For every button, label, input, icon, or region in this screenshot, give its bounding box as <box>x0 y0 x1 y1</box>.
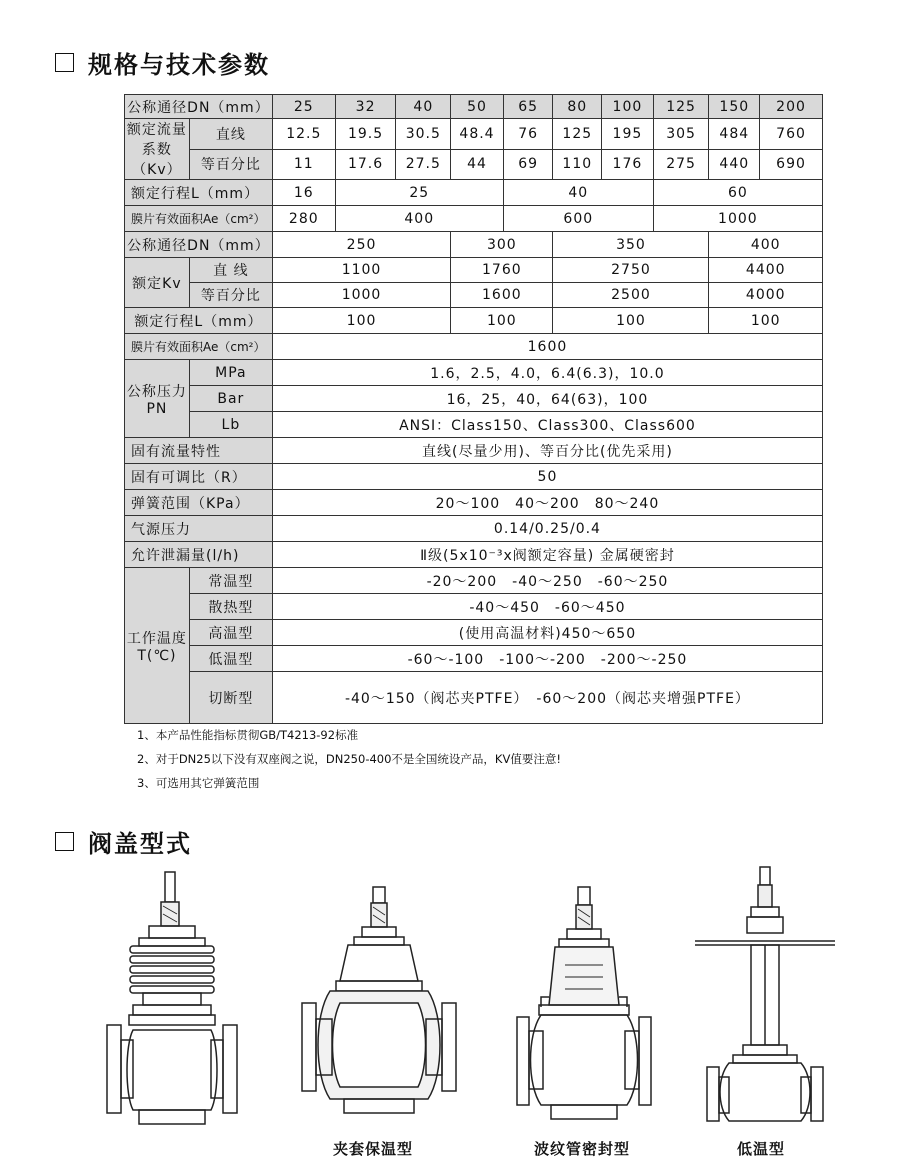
row-label: 散热型 <box>189 594 272 620</box>
row-label: 高温型 <box>189 620 272 646</box>
section-title-bonnet-text: 阀盖型式 <box>88 830 192 858</box>
table-cell: 直线(尽量少用)、等百分比(优先采用) <box>272 438 822 464</box>
table-row <box>125 232 823 258</box>
table-row <box>125 95 823 119</box>
section-title-bonnet <box>55 824 192 859</box>
table-cell: (使用高温材料)450～650 <box>272 620 822 646</box>
section-title-specs <box>55 45 270 80</box>
table-row <box>125 149 823 180</box>
row-label: 低温型 <box>189 646 272 672</box>
table-cell: 305 <box>653 119 709 150</box>
table-row <box>125 594 823 620</box>
row-label: 常温型 <box>189 568 272 594</box>
row-label: 公称通径DN（mm） <box>125 232 273 258</box>
table-cell: 1600 <box>451 283 553 308</box>
table-cell: -60～-100 -100～-200 -200～-250 <box>272 646 822 672</box>
row-label: 固有流量特性 <box>125 438 273 464</box>
table-cell: 600 <box>503 206 653 232</box>
table-cell: 80 <box>553 95 602 119</box>
row-label: 直 线 <box>189 258 272 283</box>
row-label: MPa <box>189 360 272 386</box>
table-cell: 76 <box>503 119 553 150</box>
temp-group-label: 工作温度T(℃) <box>125 568 190 724</box>
table-cell: 280 <box>272 206 335 232</box>
table-cell: 27.5 <box>396 149 451 180</box>
table-row <box>125 672 823 724</box>
jacketed-valve-drawing <box>300 885 460 1135</box>
row-label: 公称通径DN（mm） <box>125 95 273 119</box>
row-label: 气源压力 <box>125 516 273 542</box>
table-cell: 100 <box>451 308 553 334</box>
table-cell: 125 <box>553 119 602 150</box>
table-cell: 690 <box>760 149 823 180</box>
table-row <box>125 516 823 542</box>
table-cell: 760 <box>760 119 823 150</box>
square-bullet-icon <box>55 832 74 851</box>
table-cell: 0.14/0.25/0.4 <box>272 516 822 542</box>
row-label: Bar <box>189 386 272 412</box>
table-cell: 350 <box>553 232 709 258</box>
table-cell: 25 <box>272 95 335 119</box>
table-row <box>125 206 823 232</box>
table-cell: -40～150（阀芯夹PTFE） -60～200（阀芯夹增强PTFE） <box>272 672 822 724</box>
row-label: Lb <box>189 412 272 438</box>
low-temp-valve-drawing <box>693 865 838 1135</box>
table-cell: 1100 <box>272 258 450 283</box>
row-label: 额定行程L（mm） <box>125 180 273 206</box>
notes <box>137 723 561 795</box>
table-cell: 1760 <box>451 258 553 283</box>
table-cell: -20～200 -40～250 -60～250 <box>272 568 822 594</box>
note-item: 3、可选用其它弹簧范围 <box>137 776 260 790</box>
table-cell: 125 <box>653 95 709 119</box>
table-cell: ANSI：Class150、Class300、Class600 <box>272 412 822 438</box>
table-cell: 100 <box>602 95 654 119</box>
table-cell: 65 <box>503 95 553 119</box>
row-label: 等百分比 <box>189 149 272 180</box>
table-cell: 16 <box>272 180 335 206</box>
table-cell: 50 <box>451 95 504 119</box>
row-label: 弹簧范围（KPa） <box>125 490 273 516</box>
row-label: 膜片有效面积Ae（cm²） <box>125 206 273 232</box>
row-label: 允许泄漏量(l/h) <box>125 542 273 568</box>
kv2-group-label: 额定Kv <box>125 258 190 308</box>
table-row <box>125 490 823 516</box>
table-cell: 176 <box>602 149 654 180</box>
note-item: 2、对于DN25以下没有双座阀之说，DN250-400不是全国统设产品，KV值要注意! <box>137 752 561 766</box>
table-row <box>125 360 823 386</box>
table-cell: 16，25，40，64(63)，100 <box>272 386 822 412</box>
table-cell: 4400 <box>709 258 823 283</box>
table-row <box>125 258 823 283</box>
table-cell: -40～450 -60～450 <box>272 594 822 620</box>
table-cell: 200 <box>760 95 823 119</box>
table-cell: 2750 <box>553 258 709 283</box>
table-row <box>125 386 823 412</box>
table-cell: Ⅱ级(5x10⁻³x阀额定容量) 金属硬密封 <box>272 542 822 568</box>
caption-low-temp: 低温型 <box>737 1140 786 1158</box>
table-row <box>125 334 823 360</box>
row-label: 切断型 <box>189 672 272 724</box>
pn-group-label: 公称压力PN <box>125 360 190 438</box>
table-cell: 2500 <box>553 283 709 308</box>
table-cell: 100 <box>709 308 823 334</box>
table-cell: 40 <box>503 180 653 206</box>
table-cell: 17.6 <box>335 149 396 180</box>
finned-valve-drawing <box>105 870 240 1135</box>
kv-group-label: 额定流量系数（Kv） <box>125 119 190 180</box>
table-row <box>125 568 823 594</box>
table-cell: 250 <box>272 232 450 258</box>
table-row <box>125 646 823 672</box>
table-cell: 44 <box>451 149 504 180</box>
table-cell: 4000 <box>709 283 823 308</box>
table-row <box>125 464 823 490</box>
table-cell: 1600 <box>272 334 822 360</box>
row-label: 额定行程L（mm） <box>125 308 273 334</box>
table-cell: 1000 <box>653 206 822 232</box>
table-row <box>125 283 823 308</box>
row-label: 直线 <box>189 119 272 150</box>
specs-table <box>124 94 823 724</box>
table-cell: 60 <box>653 180 822 206</box>
table-cell: 69 <box>503 149 553 180</box>
table-cell: 275 <box>653 149 709 180</box>
table-cell: 19.5 <box>335 119 396 150</box>
table-cell: 100 <box>272 308 450 334</box>
table-cell: 12.5 <box>272 119 335 150</box>
table-row <box>125 438 823 464</box>
table-row <box>125 308 823 334</box>
table-cell: 440 <box>709 149 760 180</box>
caption-jacketed: 夹套保温型 <box>333 1140 414 1158</box>
table-cell: 11 <box>272 149 335 180</box>
row-label: 等百分比 <box>189 283 272 308</box>
note-item: 1、本产品性能指标贯彻GB/T4213-92标准 <box>137 728 359 742</box>
row-label: 膜片有效面积Ae（cm²） <box>125 334 273 360</box>
bellows-seal-valve-drawing <box>515 885 655 1135</box>
table-cell: 400 <box>335 206 503 232</box>
table-cell: 32 <box>335 95 396 119</box>
table-cell: 1.6，2.5，4.0，6.4(6.3)，10.0 <box>272 360 822 386</box>
table-cell: 300 <box>451 232 553 258</box>
table-cell: 110 <box>553 149 602 180</box>
table-row <box>125 620 823 646</box>
caption-bellows-seal: 波纹管密封型 <box>534 1140 631 1158</box>
table-cell: 40 <box>396 95 451 119</box>
table-cell: 100 <box>553 308 709 334</box>
table-row <box>125 119 823 150</box>
section-title-specs-text: 规格与技术参数 <box>88 51 270 79</box>
table-cell: 48.4 <box>451 119 504 150</box>
table-row <box>125 180 823 206</box>
table-cell: 30.5 <box>396 119 451 150</box>
table-cell: 50 <box>272 464 822 490</box>
table-row <box>125 542 823 568</box>
table-cell: 400 <box>709 232 823 258</box>
row-label: 固有可调比（R） <box>125 464 273 490</box>
table-cell: 195 <box>602 119 654 150</box>
table-cell: 484 <box>709 119 760 150</box>
table-cell: 25 <box>335 180 503 206</box>
table-cell: 1000 <box>272 283 450 308</box>
table-cell: 20～100 40～200 80～240 <box>272 490 822 516</box>
table-row <box>125 412 823 438</box>
square-bullet-icon <box>55 53 74 72</box>
table-cell: 150 <box>709 95 760 119</box>
